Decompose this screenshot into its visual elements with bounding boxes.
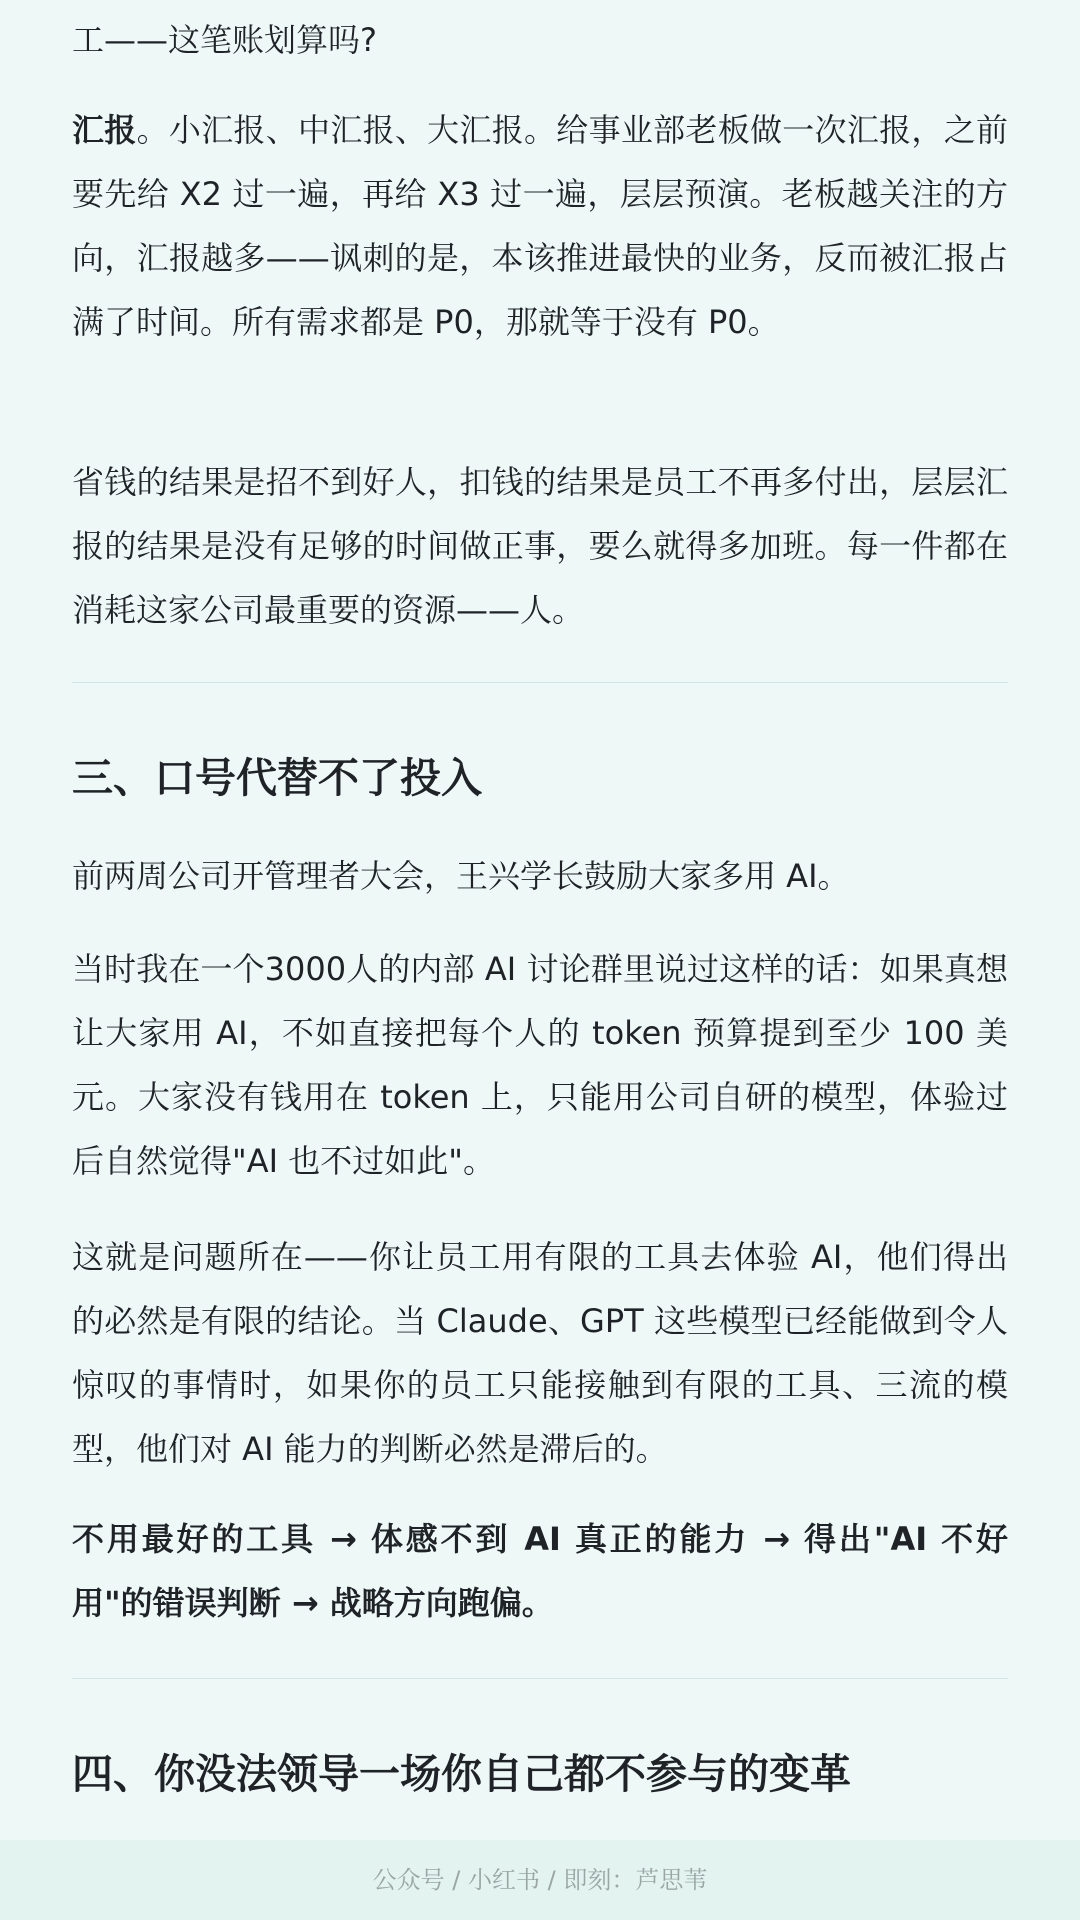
footer-credits: 公众号 / 小红书 / 即刻：芦思苇 (0, 1840, 1080, 1920)
paragraph-consequences: 省钱的结果是招不到好人，扣钱的结果是员工不再多付出，层层汇报的结果是没有足够的时间做正事，要么就得多加班。每一件都在消耗这家公司最重要的资源——人。 (72, 463, 1008, 629)
paragraph-reporting-body: 。小汇报、中汇报、大汇报。给事业部老板做一次汇报，之前要先给 X2 过一遍，再给 X3 过一遍，层层预演。老板越关注的方向，汇报越多——讽刺的是，本该推进最快的业务，反而被汇报占满了时间。所有需求都是 P0，那就等于没有 P0。 (72, 111, 1008, 341)
section-divider (72, 682, 1008, 683)
paragraph-intro-tail: 工——这笔账划算吗? (72, 21, 377, 59)
paragraph-conclusion-chain: 不用最好的工具 → 体感不到 AI 真正的能力 → 得出"AI 不好用"的错误判断 → 战略方向跑偏。 (72, 1520, 1008, 1622)
section-heading-3: 三、口号代替不了投入 (72, 754, 482, 802)
paragraph-reporting-keyword: 汇报 (72, 111, 137, 149)
section-divider (72, 1678, 1008, 1679)
section-heading-4: 四、你没法领导一场你自己都不参与的变革 (72, 1750, 851, 1798)
paragraph-management-meeting: 前两周公司开管理者大会，王兴学长鼓励大家多用 AI。 (72, 857, 850, 895)
paragraph-token-budget: 当时我在一个3000人的内部 AI 讨论群里说过这样的话：如果真想让大家用 AI，不如直接把每个人的 token 预算提到至少 100 美元。大家没有钱用在 token 上，只能用公司自研的模型，体验过后自然觉得"AI 也不过如此"。 (72, 950, 1008, 1180)
paragraph-reporting (72, 98, 1008, 354)
paragraph-problem: 这就是问题所在——你让员工用有限的工具去体验 AI，他们得出的必然是有限的结论。当 Claude、GPT 这些模型已经能做到令人惊叹的事情时，如果你的员工只能接触到有限的工具、三流的模型，他们对 AI 能力的判断必然是滞后的。 (72, 1238, 1008, 1468)
